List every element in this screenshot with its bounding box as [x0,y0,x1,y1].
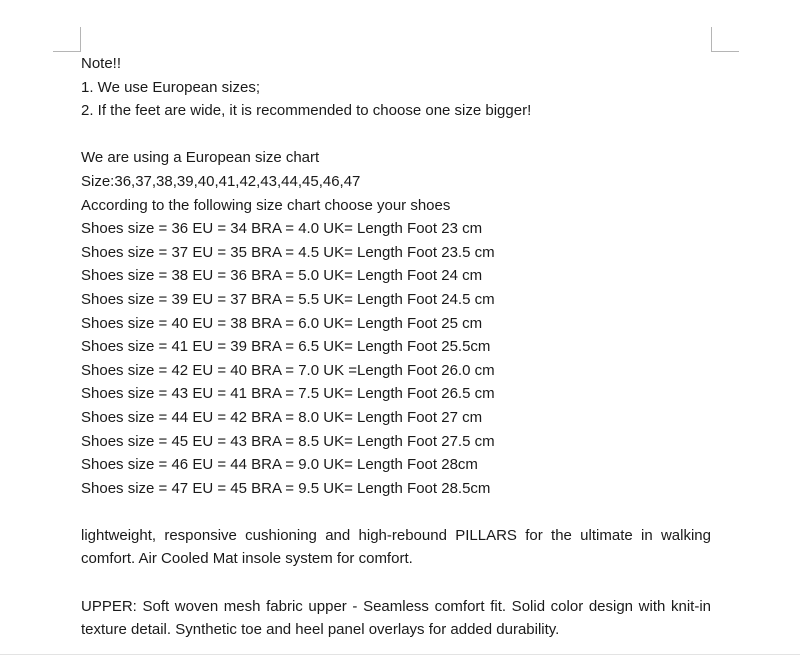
size-row-38: Shoes size = 38 EU = 36 BRA = 5.0 UK= Length Foot 24 cm [81,267,483,285]
size-row-44: Shoes size = 44 EU = 42 BRA = 8.0 UK= Length Foot 27 cm [81,408,483,426]
page-bottom-divider [0,654,800,655]
size-chart-instruction: According to the following size chart choose your shoes [81,196,451,214]
note-item-1: 1. We use European sizes; [81,78,260,96]
note-heading: Note!! [81,55,122,72]
top-right-margin-mark [711,27,739,52]
size-row-40: Shoes size = 40 EU = 38 BRA = 6.0 UK= Length Foot 25 cm [81,314,483,332]
size-chart-rows [81,217,711,500]
note-item-2: 2. If the feet are wide, it is recommended to choose one size bigger! [81,102,532,120]
upper-paragraph: UPPER: Soft woven mesh fabric upper - Seamless comfort fit. Solid color design with knit-in texture detail. Synthetic toe and heel panel overlays for added durability. [81,597,711,639]
blank-line [81,571,711,595]
size-row-37: Shoes size = 37 EU = 35 BRA = 4.5 UK= Length Foot 23.5 cm [81,243,495,261]
blank-line [81,500,711,524]
blank-line [81,123,711,147]
size-row-45: Shoes size = 45 EU = 43 BRA = 8.5 UK= Length Foot 27.5 cm [81,432,495,450]
cushioning-paragraph: lightweight, responsive cushioning and high-rebound PILLARS for the ultimate in walking comfort. Air Cooled Mat insole system for comfort. [81,526,711,568]
size-list: Size:36,37,38,39,40,41,42,43,44,45,46,47 [81,172,361,190]
top-left-margin-mark [53,27,81,52]
size-row-41: Shoes size = 41 EU = 39 BRA = 6.5 UK= Length Foot 25.5cm [81,338,491,356]
size-chart-intro: We are using a European size chart [81,149,320,167]
size-row-36: Shoes size = 36 EU = 34 BRA = 4.0 UK= Length Foot 23 cm [81,220,483,238]
size-row-43: Shoes size = 43 EU = 41 BRA = 7.5 UK= Length Foot 26.5 cm [81,385,495,403]
document-body [81,52,711,642]
size-row-42: Shoes size = 42 EU = 40 BRA = 7.0 UK =Length Foot 26.0 cm [81,361,495,379]
size-row-47: Shoes size = 47 EU = 45 BRA = 9.5 UK= Length Foot 28.5cm [81,479,491,497]
size-row-39: Shoes size = 39 EU = 37 BRA = 5.5 UK= Length Foot 24.5 cm [81,290,495,308]
size-row-46: Shoes size = 46 EU = 44 BRA = 9.0 UK= Length Foot 28cm [81,456,478,474]
